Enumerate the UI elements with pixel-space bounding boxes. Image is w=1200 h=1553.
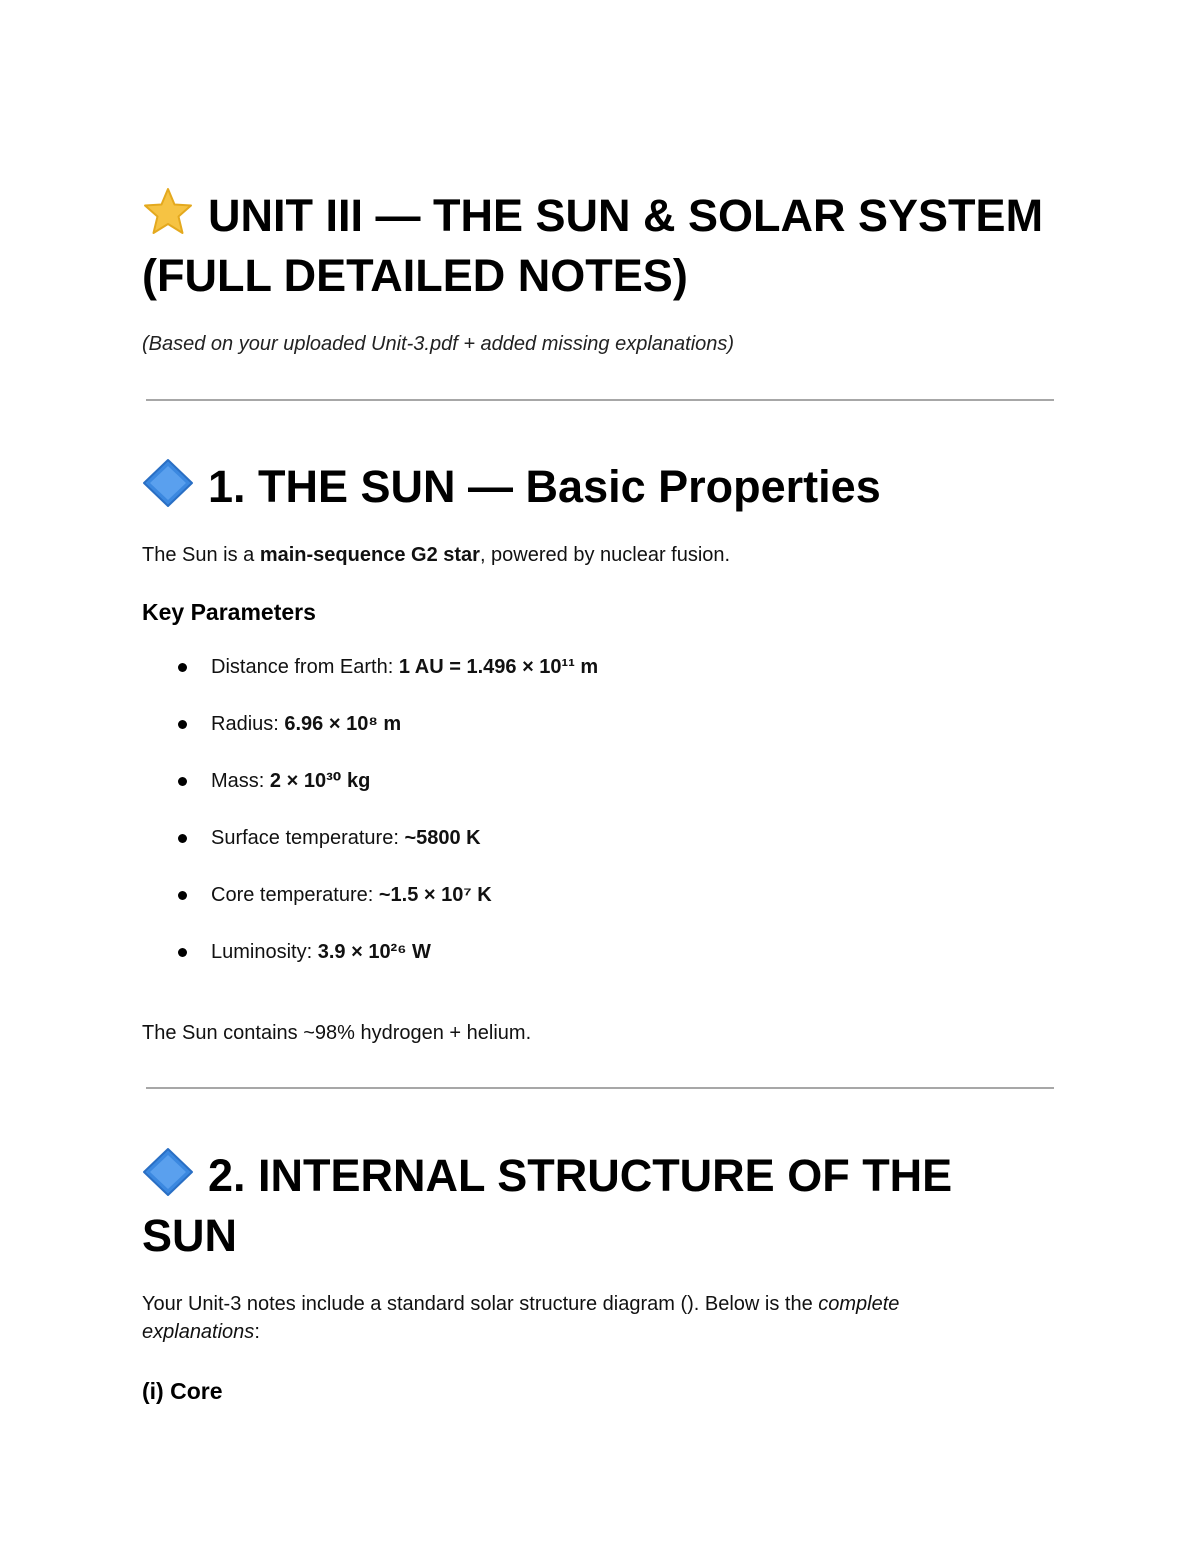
blue-diamond-icon (142, 1147, 194, 1197)
bullet-icon (178, 891, 187, 900)
section-2-heading-text: 2. INTERNAL STRUCTURE OF THE SUN (142, 1150, 953, 1261)
star-icon (142, 187, 194, 237)
list-item (176, 767, 598, 824)
bullet-icon (178, 720, 187, 729)
section-2-intro (142, 1290, 1022, 1346)
intro-text: The Sun is a (142, 544, 260, 566)
parameter-label: Surface temperature: (211, 827, 405, 849)
intro-suffix-text: : (254, 1321, 260, 1343)
parameter-value: 3.9 × 10²⁶ W (317, 941, 431, 963)
horizontal-divider (146, 1087, 1054, 1089)
parameter-value: 2 × 10³⁰ kg (269, 770, 371, 792)
bullet-icon (178, 663, 187, 672)
parameter-label: Core temperature: (211, 884, 379, 906)
parameter-label: Distance from Earth: (211, 656, 399, 678)
parameter-label: Radius: (211, 713, 285, 735)
section-2-heading (142, 1146, 1042, 1266)
section-1-intro (142, 541, 1022, 569)
document-title-text: UNIT III — THE SUN & SOLAR SYSTEM (FULL DETAILED NOTES) (142, 190, 1044, 301)
parameter-value: 6.96 × 10⁸ m (284, 713, 402, 735)
bullet-icon (178, 948, 187, 957)
parameters-list (176, 653, 598, 995)
section-1-closing: The Sun contains ~98% hydrogen + helium. (142, 1022, 532, 1044)
list-item (176, 938, 598, 995)
section-1-heading-text: 1. THE SUN — Basic Properties (208, 461, 881, 512)
list-item (176, 824, 598, 881)
parameter-value: 1 AU = 1.496 × 10¹¹ m (398, 656, 599, 678)
bullet-icon (178, 834, 187, 843)
horizontal-divider (146, 399, 1054, 401)
section-1-heading (142, 457, 1042, 517)
document-title (142, 186, 1082, 306)
list-item (176, 881, 598, 938)
list-item (176, 653, 598, 710)
document-subtitle: (Based on your uploaded Unit-3.pdf + added missing explanations) (142, 333, 735, 355)
list-item (176, 710, 598, 767)
intro-suffix-text: , powered by nuclear fusion. (479, 544, 731, 566)
intro-italic-text: complete explanations (142, 1293, 900, 1343)
parameter-value: ~5800 K (404, 827, 481, 849)
intro-bold-text: main-sequence G2 star (259, 544, 480, 566)
parameter-label: Luminosity: (211, 941, 318, 963)
parameter-value: ~1.5 × 10⁷ K (378, 884, 492, 906)
intro-text: Your Unit-3 notes include a standard solar structure diagram (). Below is the (142, 1293, 819, 1315)
parameter-label: Mass: (211, 770, 270, 792)
core-subheading: (i) Core (142, 1378, 223, 1404)
bullet-icon (178, 777, 187, 786)
key-parameters-heading: Key Parameters (142, 599, 316, 625)
blue-diamond-icon (142, 458, 194, 508)
